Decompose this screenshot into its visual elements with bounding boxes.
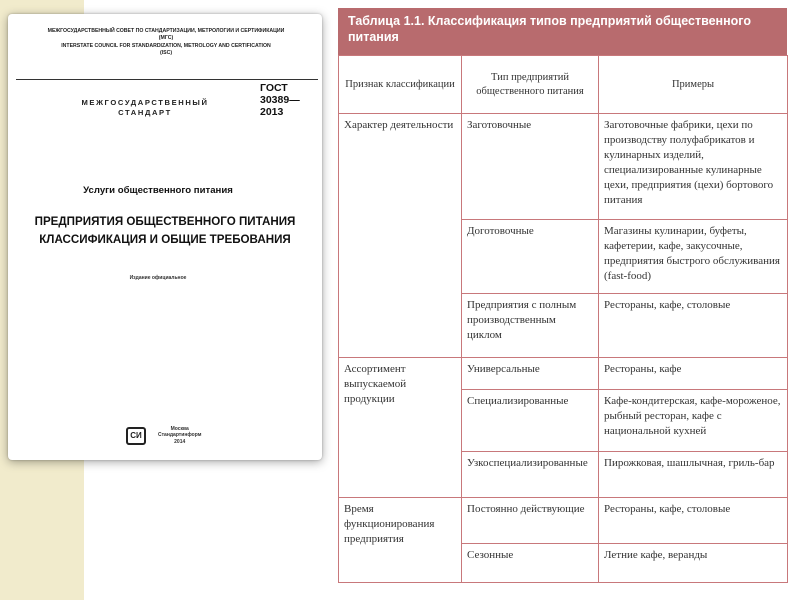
examples-cell: Рестораны, кафе, столовые (599, 294, 788, 358)
examples-cell: Кафе-кондитерская, кафе-мороженое, рыбный ресторан, кафе с национальной кухней (599, 390, 788, 452)
examples-cell: Заготовочные фабрики, цехи по производству полуфабрикатов и кулинарных изделий, специализированные кулинарные цехи, предприятия (цехи) бортового питания (599, 114, 788, 220)
examples-cell: Летние кафе, веранды (599, 544, 788, 583)
standartinform-logo-icon: СИ (126, 427, 146, 445)
examples-cell: Магазины кулинарии, буфеты, кафетерии, кафе, закусочные, предприятия быстрого обслуживания (fast-food) (599, 220, 788, 294)
table-title: Таблица 1.1. Классификация типов предприятий общественного питания (338, 8, 787, 55)
document-subtitle: Услуги общественного питания (83, 185, 233, 196)
type-cell: Постоянно действующие (462, 498, 599, 544)
criterion-cell: Ассортимент выпускаемой продукции (339, 358, 462, 498)
type-cell: Специализированные (462, 390, 599, 452)
council-header: МЕЖГОСУДАРСТВЕННЫЙ СОВЕТ ПО СТАНДАРТИЗАЦИИ, МЕТРОЛОГИИ И СЕРТИФИКАЦИИ (МГС) INTERSTATE COUNCIL FOR STANDARDIZATION, METROLOGY AND CERTIFICATION (ISC) (47, 28, 285, 57)
table-row (339, 358, 788, 390)
examples-cell: Пирожковая, шашлычная, гриль-бар (599, 452, 788, 498)
gost-cover-page (8, 14, 322, 460)
examples-cell: Рестораны, кафе (599, 358, 788, 390)
type-cell: Заготовочные (462, 114, 599, 220)
classification-table (338, 55, 788, 583)
type-cell: Доготовочные (462, 220, 599, 294)
criterion-cell: Характер деятельности (339, 114, 462, 358)
document-title: ПРЕДПРИЯТИЯ ОБЩЕСТВЕННОГО ПИТАНИЯ КЛАССИФИКАЦИЯ И ОБЩИЕ ТРЕБОВАНИЯ (34, 215, 296, 246)
header-criterion: Признак классификации (339, 56, 462, 114)
header-divider (16, 79, 318, 80)
type-cell: Сезонные (462, 544, 599, 583)
gost-number: ГОСТ 30389— 2013 (260, 82, 300, 118)
table-row (339, 498, 788, 544)
header-examples: Примеры (599, 56, 788, 114)
header-type: Тип предприятий общественного питания (462, 56, 599, 114)
table-header-row (339, 56, 788, 114)
edition-label: Издание официальное (129, 275, 187, 281)
type-cell: Узкоспециализированные (462, 452, 599, 498)
table-row (339, 114, 788, 220)
publisher-info: Москва Стандартинформ 2014 (158, 426, 202, 445)
interstate-standard-label: МЕЖГОСУДАРСТВЕННЫЙ СТАНДАРТ (81, 98, 209, 117)
criterion-cell: Время функционирования предприятия (339, 498, 462, 583)
examples-cell: Рестораны, кафе, столовые (599, 498, 788, 544)
type-cell: Предприятия с полным производственным циклом (462, 294, 599, 358)
type-cell: Универсальные (462, 358, 599, 390)
